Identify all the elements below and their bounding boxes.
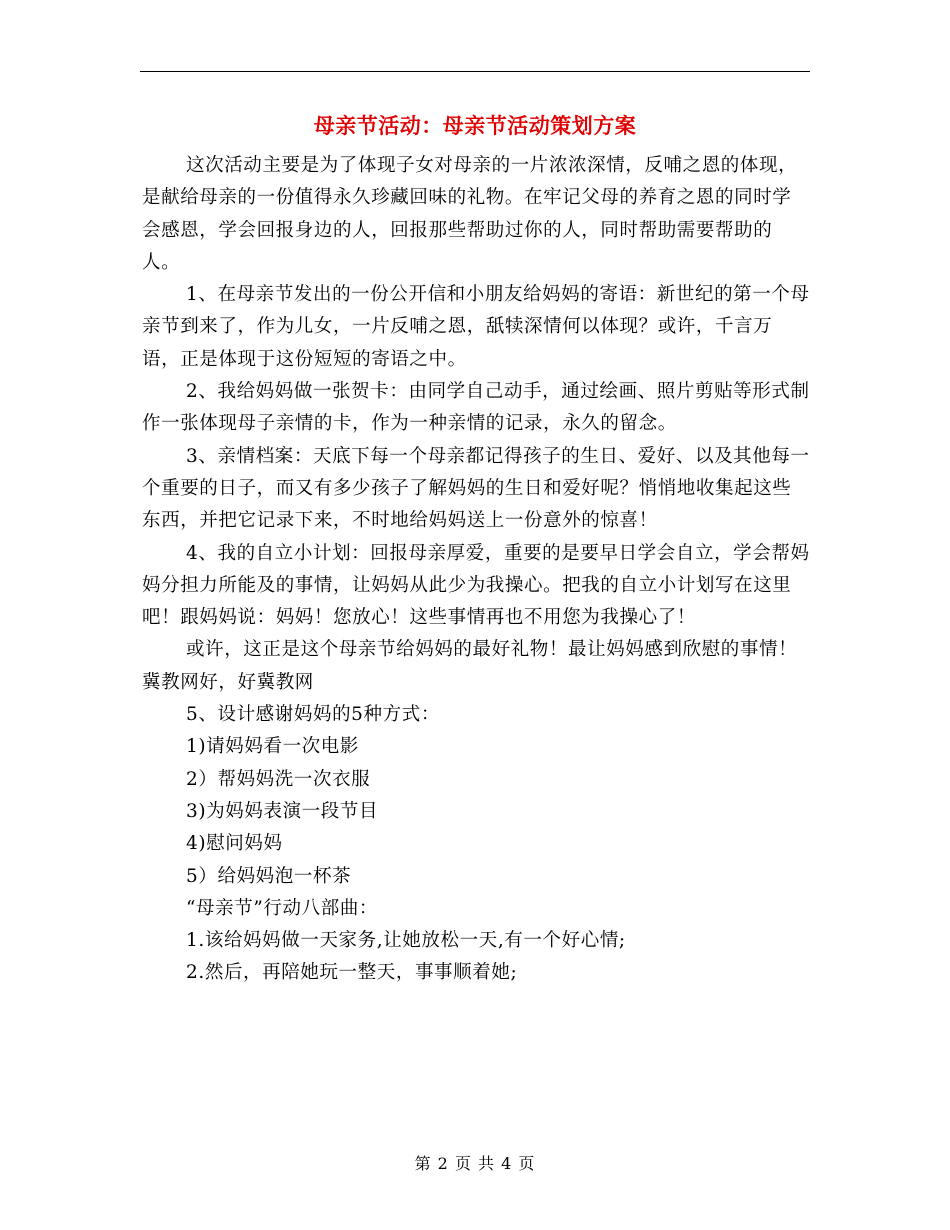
document-body xyxy=(142,150,810,990)
document-title: 母亲节活动：母亲节活动策划方案 xyxy=(313,113,637,138)
paragraph-independence-plan: 4、我的自立小计划：回报母亲厚爱，重要的是要早日学会自立，学会帮妈妈分担力所能及的事情，让妈妈从此少为我操心。把我的自立小计划写在这里吧！跟妈妈说：妈妈！您放心！这些事情再也不用您为我操心了！ xyxy=(142,542,810,629)
list-item: 3)为妈妈表演一段节目 xyxy=(186,800,379,822)
step-item: 2.然后，再陪她玩一整天，事事顺着她; xyxy=(186,962,518,984)
paragraph-greeting-card: 2、我给妈妈做一张贺卡：由同学自己动手，通过绘画、照片剪贴等形式制作一张体现母子亲情的卡，作为一种亲情的记录，永久的留念。 xyxy=(142,381,810,435)
section-heading: “母亲节”行动八部曲： xyxy=(186,897,379,919)
list-item: 4)慰问妈妈 xyxy=(186,833,283,855)
list-item: 1)请妈妈看一次电影 xyxy=(186,736,359,758)
intro-paragraph: 这次活动主要是为了体现子女对母亲的一片浓浓深情，反哺之恩的体现，是献给母亲的一份值得永久珍藏回味的礼物。在牢记父母的养育之恩的同时学会感恩，学会回报身边的人，回报那些帮助过你的人，同时帮助需要帮助的人。 xyxy=(142,155,798,273)
header-rule xyxy=(140,71,810,72)
page-number: 第 2 页 共 4 页 xyxy=(414,1154,536,1173)
paragraph-open-letter: 1、在母亲节发出的一份公开信和小朋友给妈妈的寄语：新世纪的第一个母亲节到来了，作为儿女，一片反哺之恩，舐犊深情何以体现？或许，千言万语，正是体现于这份短短的寄语之中。 xyxy=(142,284,810,370)
paragraph-best-gift: 或许，这正是这个母亲节给妈妈的最好礼物！最让妈妈感到欣慰的事情！ 冀教网好，好冀教网 xyxy=(142,639,798,693)
paragraph-family-archive: 3、亲情档案：天底下每一个母亲都记得孩子的生日、爱好、以及其他每一个重要的日子，而又有多少孩子了解妈妈的生日和爱好呢？悄悄地收集起这些东西，并把它记录下来，不时地给妈妈送上一份意外的惊喜！ xyxy=(142,445,810,532)
list-heading: 5、设计感谢妈妈的5种方式： xyxy=(186,704,440,726)
list-item: 2）帮妈妈洗一次衣服 xyxy=(186,768,371,790)
list-item: 5）给妈妈泡一杯茶 xyxy=(186,865,352,887)
step-item: 1.该给妈妈做一天家务,让她放松一天,有一个好心情; xyxy=(186,930,626,952)
